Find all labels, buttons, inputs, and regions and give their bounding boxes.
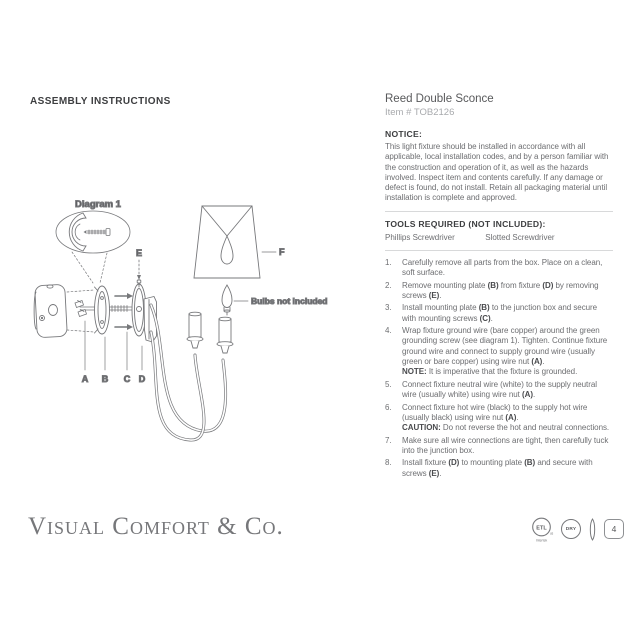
tool-item: Phillips Screwdriver [385,232,455,242]
part-label-f: F [279,247,285,257]
step-number: 1. [385,257,392,267]
dry-rating-icon [561,519,581,539]
assembly-diagram [20,190,340,470]
instruction-step [385,281,613,302]
step-number: 7. [385,435,392,445]
bulbs-note: Bulbs not included [251,296,328,306]
junction-box [34,284,67,337]
certification-marks [531,517,624,546]
screw-e-leader [137,260,141,280]
part-label-a: A [81,374,89,384]
step-text: Wrap fixture ground wire (bare copper) around the green grounding screw (see diagram 1). Tighten. Continue fixture ground wire and connect to supply ground wire (usually green or bare copper) using wire nut (A). NOTE: It is imperative that the fixture is grounded. [402,326,608,377]
sconce-arms [151,305,226,440]
step-text: Remove mounting plate (B) from fixture (D) by removing screws (E). [402,280,599,300]
product-name: Reed Double Sconce [385,93,494,105]
brand-logo: Visual Comfort & Co. [28,513,284,540]
candle-sleeves [187,312,233,353]
candle-bulb [222,285,248,315]
lamp-shade [194,206,276,278]
instruction-step [385,380,613,401]
notice-body: This light fixture should be installed in accordance with all applicable, local installation codes, and by a person familiar with the construction and operation of it, as well as the hazards involved. Inspect item and contents carefully. If any damage or defect is found, do not install. Retain all packaging material until installation is complete and approved. [385,142,609,203]
wire-nuts [75,301,87,317]
grounding-screw-callout [56,211,130,253]
etl-listed-icon [531,517,555,544]
svg-text:Intertek: Intertek [535,538,548,543]
step-number: 2. [385,280,392,290]
instructions-column [385,93,613,481]
instruction-step [385,436,613,457]
tool-item: Slotted Screwdriver [485,232,555,242]
step-text: Install mounting plate (B) to the junction box and secure with mounting screws (C). [402,303,598,323]
part-label-e: E [135,248,143,258]
step-text: Make sure all wire connections are tight, then carefully tuck into the junction box. [402,435,609,455]
step-text: Carefully remove all parts from the box. Place on a clean, soft surface. [402,257,603,278]
step-number: 6. [385,402,392,412]
part-label-b: B [101,374,109,384]
divider [385,211,613,212]
dry-rating-label: DRY [565,526,577,532]
step-text: Install fixture (D) to mounting plate (B) and secure with screws (E). [402,458,593,478]
instruction-step [385,403,613,434]
svg-text:ETL: ETL [536,525,547,532]
step-number: 3. [385,303,392,313]
step-number: 4. [385,326,392,336]
step-number: 8. [385,458,392,468]
instruction-step [385,258,613,279]
step-text: Connect fixture neutral wire (white) to the supply neutral wire (usually white) using wire nut (A). [402,379,597,400]
part-label-d: D [138,374,146,384]
step-number: 5. [385,379,392,389]
page-number: 4 [611,524,617,534]
divider [385,250,613,251]
steps-list [385,258,613,479]
instruction-step [385,326,613,377]
item-number: Item # TOB2126 [385,107,455,118]
lens-shape-icon [587,518,598,546]
callout-leader-lines [72,252,107,283]
part-label-lines [85,321,142,370]
tools-heading: TOOLS REQUIRED (NOT INCLUDED): [385,218,546,229]
diagram-title: Diagram 1 [75,199,121,210]
mounting-plate [95,286,110,334]
page-number-badge [604,519,624,539]
notice-heading: NOTICE: [385,129,423,139]
svg-text:us: us [549,531,554,536]
instruction-step [385,303,613,324]
instruction-step [385,458,613,479]
part-label-c: C [123,374,131,384]
tools-list [385,233,613,243]
step-text: Connect fixture hot wire (black) to the supply hot wire (usually black) using wire nut (A). CAUTION: Do not reverse the hot and neutral connections. [402,402,610,433]
page-title: ASSEMBLY INSTRUCTIONS [30,96,171,107]
